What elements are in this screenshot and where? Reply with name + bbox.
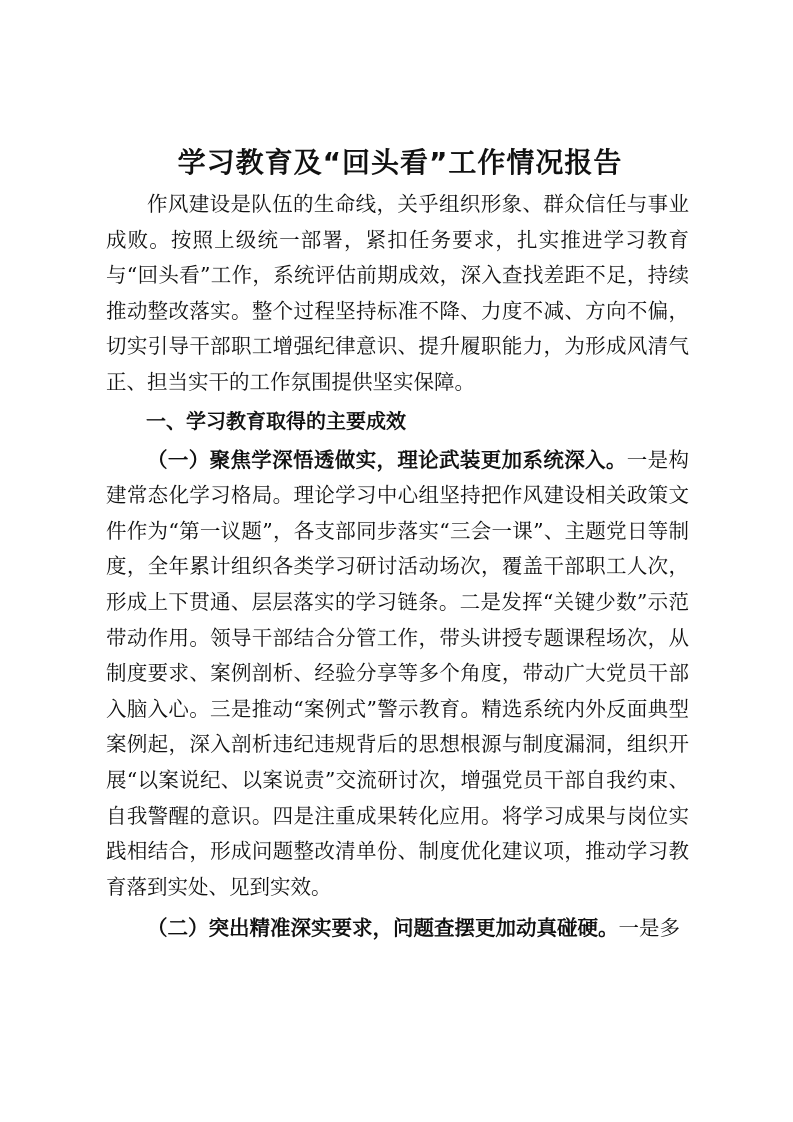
page-title: 学习教育及“回头看”工作情况报告 bbox=[177, 146, 623, 179]
subsection-1-body: 一是构建常态化学习格局。理论学习中心组坚持把作风建设相关政策文件作为“第一议题”，各支部同步落实“三会一课”、主题党日等制度，全年累计组织各类学习研讨活动场次，覆盖干部职工人次，形成上下贯通、层层落实的学习链条。二是发挥“关键少数”示范带动作用。领导干部结合分管工作，带头讲授专题课程场次，从制度要求、案例剖析、经验分享等多个角度，带动广大党员干部入脑入心。三是推动“案例式”警示教育。精选系统内外反面典型案例起，深入剖析违纪违规背后的思想根源与制度漏洞，组织开展“以案说纪、以案说责”交流研讨次，增强党员干部自我约束、自我警醒的意识。四是注重成果转化应用。将学习成果与岗位实践相结合，形成问题整改清单份、制度优化建议项，推动学习教育落到实处、见到实效。 bbox=[106, 447, 690, 899]
subsection-1-lead: （一）聚焦学深悟透做实，理论武装更加系统深入。 bbox=[147, 447, 627, 472]
section-heading-1: 一、学习教育取得的主要成效 bbox=[146, 408, 406, 433]
subsection-2-lead: （二）突出精准深实要求，问题查摆更加动真碰硬。 bbox=[147, 916, 619, 941]
subsection-2-paragraph bbox=[106, 911, 689, 947]
intro-paragraph: 作风建设是队伍的生命线，关乎组织形象、群众信任与事业成败。按照上级统一部署，紧扣任务要求，扎实推进学习教育与“回头看”工作，系统评估前期成效，深入查找差距不足，持续推动整改落实。整个过程坚持标准不降、力度不减、方向不偏，切实引导干部职工增强纪律意识、提升履职能力，为形成风清气正、担当实干的工作氛围提供坚实保障。 bbox=[106, 192, 689, 394]
subsection-1-paragraph bbox=[106, 443, 689, 906]
subsection-2-body: 一是多 bbox=[618, 916, 680, 941]
document-body bbox=[106, 187, 689, 947]
